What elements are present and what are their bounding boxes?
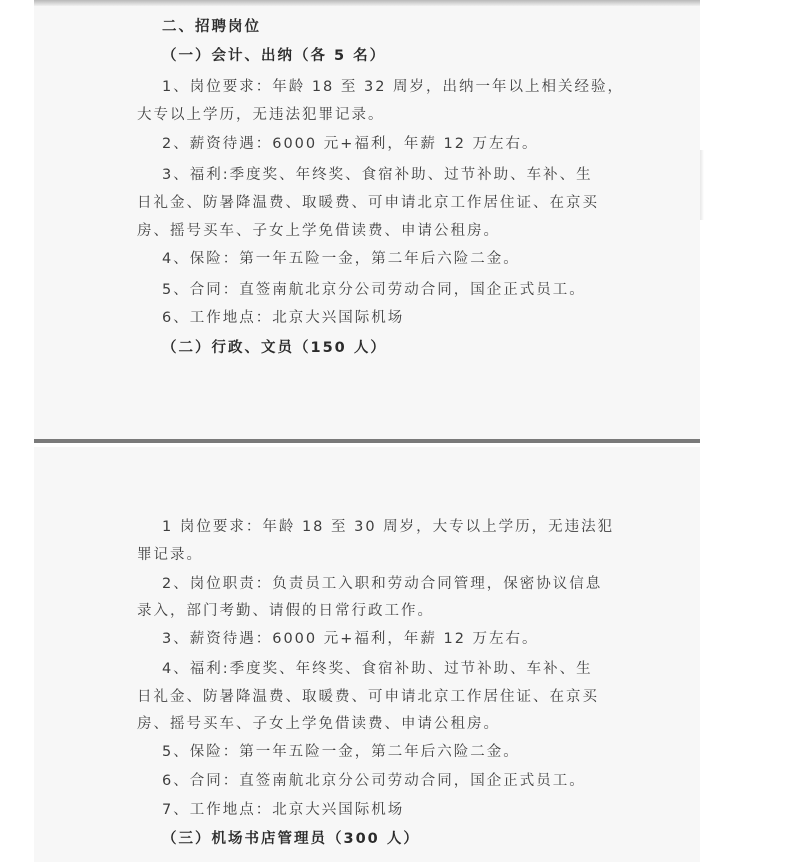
page-cut-edge <box>34 0 700 6</box>
p2-item2-line1: 2、岗位职责：负责员工入职和劳动合同管理，保密协议信息 <box>162 576 603 592</box>
p2-item4-line1: 4、福利:季度奖、年终奖、食宿补助、过节补助、车补、生 <box>162 661 593 677</box>
scan-shadow <box>700 150 704 220</box>
p1-item3-line2: 日礼金、防暑降温费、取暖费、可申请北京工作居住证、在京买 <box>137 195 599 211</box>
p2-item5: 5、保险：第一年五险一金，第二年后六险二金。 <box>162 744 520 760</box>
p2-item6: 6、合同：直签南航北京分公司劳动合同，国企正式员工。 <box>162 773 586 789</box>
p1-item6: 6、工作地点：北京大兴国际机场 <box>162 310 405 326</box>
p2-item3: 3、薪资待遇：6000 元+福利，年薪 12 万左右。 <box>162 631 539 647</box>
p1-item3-line3: 房、摇号买车、子女上学免借读费、申请公租房。 <box>137 223 500 239</box>
p1-item5: 5、合同：直签南航北京分公司劳动合同，国企正式员工。 <box>162 282 586 298</box>
p1-item4: 4、保险：第一年五险一金，第二年后六险二金。 <box>162 251 520 267</box>
section-heading: 二、招聘岗位 <box>162 19 261 35</box>
p1-item2: 2、薪资待遇：6000 元+福利，年薪 12 万左右。 <box>162 136 539 152</box>
p1-item1-line2: 大专以上学历，无违法犯罪记录。 <box>137 107 385 123</box>
p1-item3-line1: 3、福利:季度奖、年终奖、食宿补助、过节补助、车补、生 <box>162 167 593 183</box>
p2-item2-line2: 录入，部门考勤、请假的日常行政工作。 <box>137 603 434 619</box>
sub-heading-accounting: （一）会计、出纳（各 5 名） <box>162 48 387 64</box>
page-divider <box>34 439 700 443</box>
p2-item4-line3: 房、摇号买车、子女上学免借读费、申请公租房。 <box>137 716 500 732</box>
p2-item4-line2: 日礼金、防暑降温费、取暖费、可申请北京工作居住证、在京买 <box>137 689 599 705</box>
p2-item1-line2: 罪记录。 <box>137 547 203 563</box>
p2-item1-line1: 1 岗位要求：年龄 18 至 30 周岁，大专以上学历，无违法犯 <box>162 519 615 535</box>
p2-item7: 7、工作地点：北京大兴国际机场 <box>162 802 405 818</box>
sub-heading-admin: （二）行政、文员（150 人） <box>162 340 387 356</box>
sub-heading-bookstore: （三）机场书店管理员（300 人） <box>162 831 420 847</box>
p1-item1-line1: 1、岗位要求：年龄 18 至 32 周岁，出纳一年以上相关经验， <box>162 79 625 95</box>
